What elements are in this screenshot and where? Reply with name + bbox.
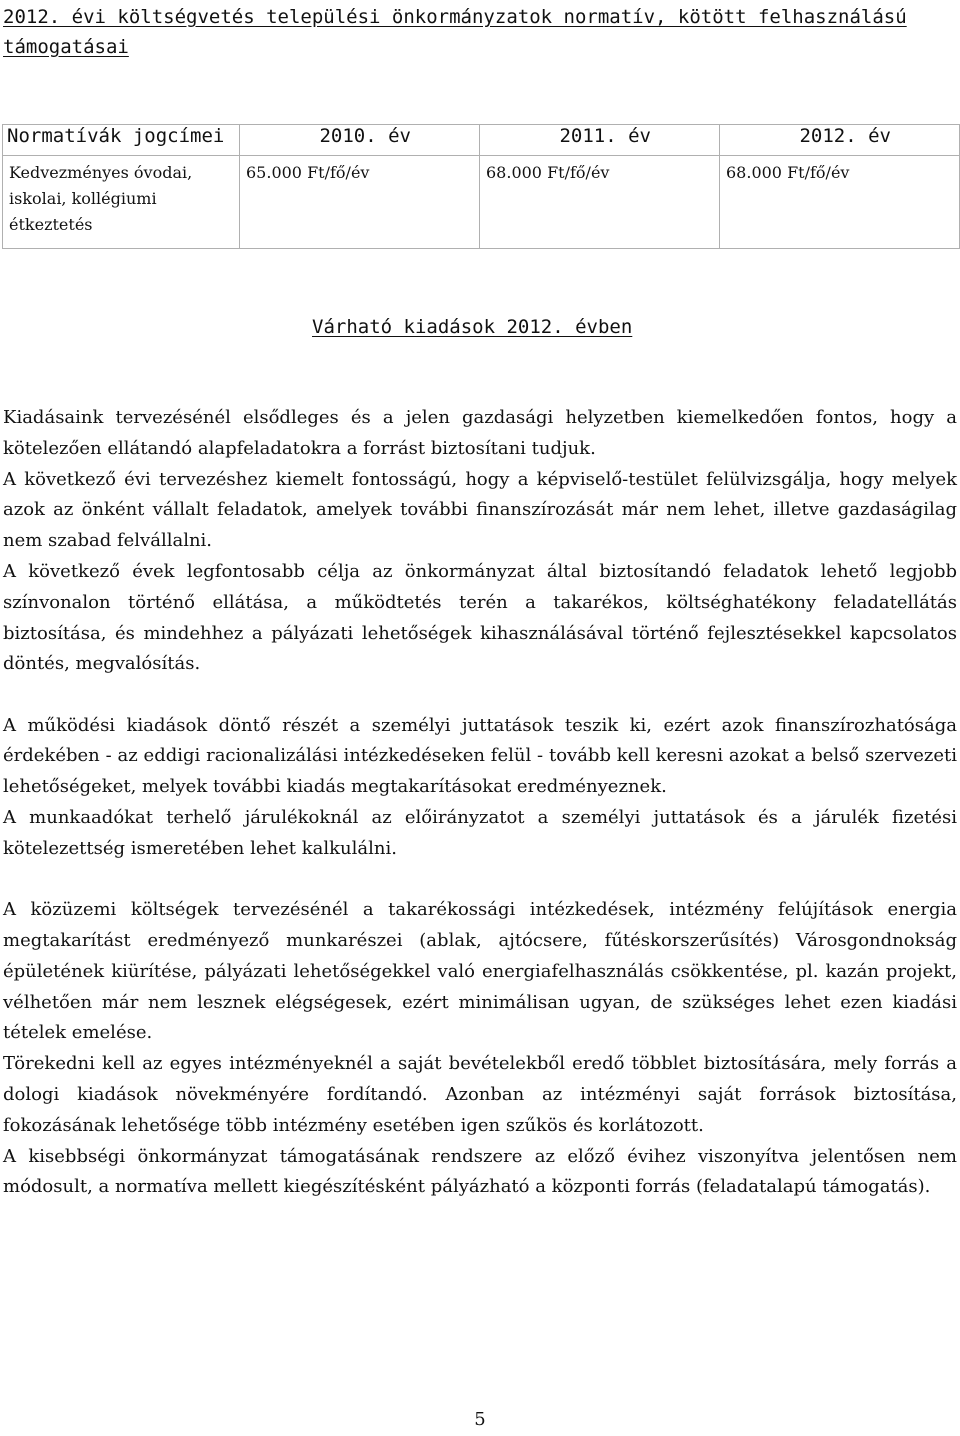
table-cell: Kedvezményes óvodai, iskolai, kollégiumi étkeztetés: [3, 156, 240, 249]
table-cell: 68.000 Ft/fő/év: [480, 156, 720, 249]
page-number: 5: [474, 1409, 486, 1430]
paragraph: Kiadásaink tervezésénél elsődleges és a jelen gazdasági helyzetben kiemelkedően fontos, hogy a kötelezően ellátandó alapfeladatokra a forrást biztosítani tudjuk.: [3, 407, 957, 459]
paragraph: A munkaadókat terhelő járulékoknál az előirányzatot a személyi juttatások és a járulék fizetési kötelezettség ismeretében lehet kalkulálni.: [3, 807, 957, 859]
paragraph: A következő évi tervezéshez kiemelt fontosságú, hogy a képviselő-testület felülvizsgálja, hogy melyek azok az önként vállalt feladatok, amelyek további finanszírozását már nem lehet, illetve gazdaságilag nem szabad felvállalni.: [3, 468, 957, 552]
table-header-row: [3, 125, 960, 156]
table-header-cell: Normatívák jogcímei: [3, 125, 240, 156]
table-header-cell: 2010. év: [240, 125, 480, 156]
paragraph: A közüzemi költségek tervezésénél a takarékossági intézkedések, intézmény felújítások energia megtakarítást eredményező munkarészei (ablak, ajtócsere, fűtéskorszerűsítés) Városgondnokság épületének kiürítése, pályázati lehetőségekkel való energiafelhasználás csökkentése, pl. kazán projekt, vélhetően már nem lesznek elégségesek, ezért minimálisan ugyan, de szükséges lehet ezen kiadási tételek emelése.: [3, 899, 957, 1044]
table-header-cell: 2012. év: [720, 125, 960, 156]
paragraph: A kisebbségi önkormányzat támogatásának rendszere az előző évihez viszonyítva jelentősen nem módosult, a normatíva mellett kiegészítésként pályázható a központi forrás (feladatalapú támogatás).: [3, 1145, 957, 1198]
section-heading: Várható kiadások 2012. évben: [312, 316, 633, 338]
document-body: [3, 403, 957, 1203]
document-title: 2012. évi költségvetés települési önkormányzatok normatív, kötött felhasználású támogatásai: [3, 6, 907, 58]
paragraph: A működési kiadások döntő részét a személyi juttatások teszik ki, ezért azok finanszírozhatósága érdekében - az eddigi racionalizálási intézkedéseken felül - tovább kell keresni azokat a belső szervezeti lehetőségeket, melyek további kiadás megtakarításokat eredményeznek.: [3, 714, 957, 798]
table-row: [3, 156, 960, 249]
table-header-cell: 2011. év: [480, 125, 720, 156]
normative-table: [2, 124, 960, 249]
table-cell: 65.000 Ft/fő/év: [240, 156, 480, 249]
table-cell: 68.000 Ft/fő/év: [720, 156, 960, 249]
paragraph: A következő évek legfontosabb célja az önkormányzat által biztosítandó feladatok lehető legjobb színvonalon történő ellátása, a működtetés terén a takarékos, költséghatékony feladatellátás biztosítása, és mindehhez a pályázati lehetőségek kihasználásával történő fejlesztésekkel kapcsolatos döntés, megvalósítás.: [3, 560, 957, 675]
paragraph: Törekedni kell az egyes intézményeknél a saját bevételekből eredő többlet biztosítására, mely forrás a dologi kiadások növekményére fordítandó. Azonban az intézményi saját források biztosítása, fokozásának lehetősége több intézmény esetében igen szűkös és korlátozott.: [3, 1053, 957, 1136]
